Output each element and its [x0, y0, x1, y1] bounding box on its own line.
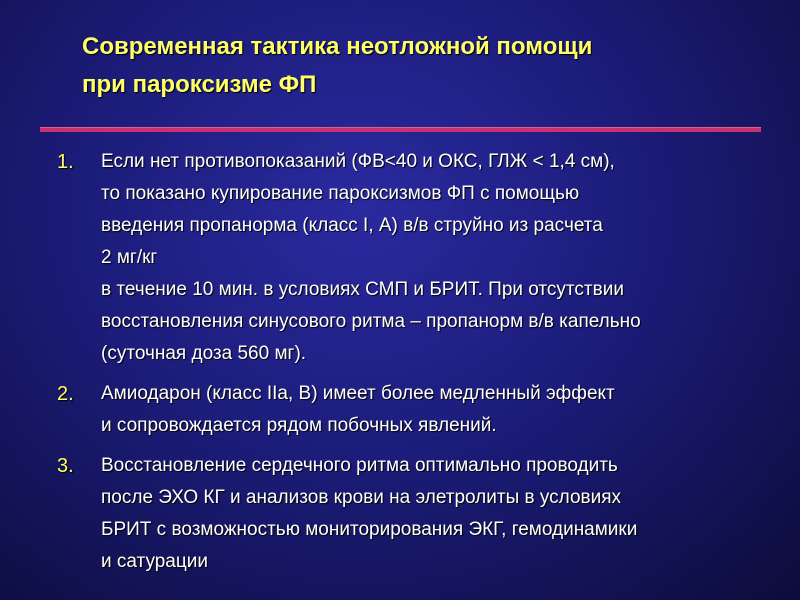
list-item-line: восстановления синусового ритма – пропанорм в/в капельно — [101, 311, 641, 332]
list-item-text — [101, 146, 777, 370]
list-item-line: в течение 10 мин. в условиях СМП и БРИТ. При отсутствии — [101, 279, 624, 300]
list-item-line: то показано купирование пароксизмов ФП с помощью — [101, 183, 580, 204]
slide-title-line-1: Современная тактика неотложной помощи — [82, 33, 593, 60]
slide-title — [82, 28, 762, 104]
list-item-text — [101, 450, 777, 578]
list-item-line: Если нет противопоказаний (ФВ<40 и ОКС, ГЛЖ < 1,4 см), — [101, 151, 615, 172]
list-item-line: (суточная доза 560 мг). — [101, 343, 307, 364]
list-item-line: введения пропанорма (класс I, А) в/в струйно из расчета — [101, 215, 603, 236]
list-item-number: 3. — [57, 455, 74, 477]
list-item-line: Амиодарон (класс IIa, В) имеет более медленный эффект — [101, 383, 615, 404]
title-divider — [40, 127, 761, 132]
list-item-number: 2. — [57, 383, 74, 405]
list-item-text — [101, 378, 777, 442]
list-item-1 — [57, 146, 777, 370]
numbered-list — [57, 146, 777, 586]
slide-title-line-2: при пароксизме ФП — [82, 71, 317, 98]
list-item-line: Восстановление сердечного ритма оптимально проводить — [101, 455, 618, 476]
list-item-2 — [57, 378, 777, 442]
list-item-line: и сопровождается рядом побочных явлений. — [101, 415, 497, 436]
list-item-line: и сатурации — [101, 551, 208, 572]
list-item-line: 2 мг/кг — [101, 247, 158, 268]
list-item-line: после ЭХО КГ и анализов крови на элетролиты в условиях — [101, 487, 622, 508]
list-item-line: БРИТ с возможностью мониторирования ЭКГ, гемодинамики — [101, 519, 638, 540]
list-item-3 — [57, 450, 777, 578]
list-item-number: 1. — [57, 151, 74, 173]
